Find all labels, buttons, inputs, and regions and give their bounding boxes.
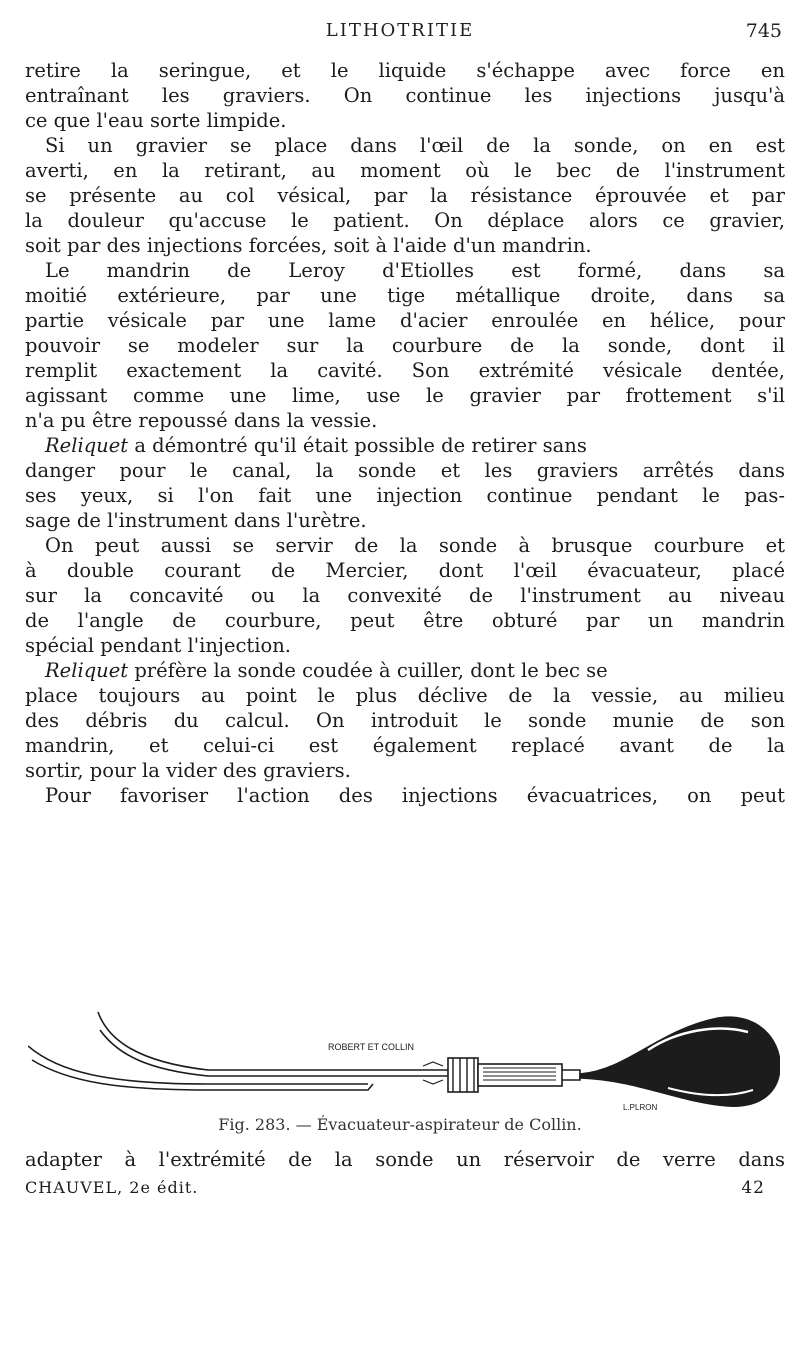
corner-mark: L.PLRON xyxy=(623,1103,658,1110)
text-line-rest: a démontré qu'il était possible de retirer sans xyxy=(134,434,587,457)
text-line-rest: préfère la sonde coudée à cuiller, dont le bec se xyxy=(134,659,608,682)
text-line: soit par des injections forcées, soit à l'aide d'un mandrin. xyxy=(25,234,592,257)
text-line: des débris du calcul. On introduit le sonde munie de son xyxy=(25,709,785,732)
text-line: se présente au col vésical, par la résistance éprouvée et par xyxy=(25,184,785,207)
author-name: Reliquet xyxy=(45,659,129,682)
page-number: 745 xyxy=(745,20,782,42)
body-text xyxy=(25,58,785,808)
running-head xyxy=(0,20,800,48)
text-line: moitié extérieure, par une tige métallique droite, dans sa xyxy=(25,284,785,307)
text-line: On peut aussi se servir de la sonde à brusque courbure et xyxy=(45,534,785,557)
text-line: Si un gravier se place dans l'œil de la sonde, on en est xyxy=(45,134,785,157)
text-line: la douleur qu'accuse le patient. On déplace alors ce gravier, xyxy=(25,209,785,232)
text-line: sur la concavité ou la convexité de l'instrument au niveau xyxy=(25,584,785,607)
text-line: averti, en la retirant, au moment où le bec de l'instrument xyxy=(25,159,785,182)
text-line: retire la seringue, et le liquide s'échappe avec force en xyxy=(25,59,785,82)
text-line: danger pour le canal, la sonde et les graviers arrêtés dans xyxy=(25,459,785,482)
author-name: Reliquet xyxy=(45,434,129,457)
text-line: Le mandrin de Leroy d'Etiolles est formé, dans sa xyxy=(45,259,785,282)
text-line: partie vésicale par une lame d'acier enroulée en hélice, pour xyxy=(25,309,785,332)
page-footer xyxy=(25,1178,785,1202)
text-line: à double courant de Mercier, dont l'œil évacuateur, placé xyxy=(25,559,785,582)
figure-caption: Fig. 283. — Évacuateur-aspirateur de Collin. xyxy=(218,1115,582,1134)
text-line: entraînant les graviers. On continue les injections jusqu'à xyxy=(25,84,785,107)
running-title: LITHOTRITIE xyxy=(325,20,475,41)
text-line: ce que l'eau sorte limpide. xyxy=(25,109,287,132)
continuation-text xyxy=(25,1147,785,1172)
text-line: pouvoir se modeler sur la courbure de la sonde, dont il xyxy=(25,334,785,357)
text-line: remplit exactement la cavité. Son extrémité vésicale dentée, xyxy=(25,359,785,382)
text-line: Pour favoriser l'action des injections évacuatrices, on peut xyxy=(45,784,785,807)
text-line xyxy=(25,658,785,683)
text-line: ses yeux, si l'on fait une injection continue pendant le pas- xyxy=(25,484,785,507)
text-line: n'a pu être repoussé dans la vessie. xyxy=(25,409,378,432)
text-line: agissant comme une lime, use le gravier par frottement s'il xyxy=(25,384,785,407)
text-line: de l'angle de courbure, peut être obturé par un mandrin xyxy=(25,609,785,632)
text-line: place toujours au point le plus déclive de la vessie, au milieu xyxy=(25,684,785,707)
text-line: sage de l'instrument dans l'urètre. xyxy=(25,509,367,532)
engraver-label: ROBERT ET COLLIN xyxy=(328,1042,415,1052)
evacuator-illustration xyxy=(28,1010,780,1110)
text-line xyxy=(25,433,785,458)
text-line: spécial pendant l'injection. xyxy=(25,634,292,657)
text-line: sortir, pour la vider des graviers. xyxy=(25,759,351,782)
text-line: mandrin, et celui-ci est également replacé avant de la xyxy=(25,734,785,757)
author-edition: CHAUVEL, 2e édit. xyxy=(25,1178,199,1197)
signature-mark: 42 xyxy=(741,1178,765,1198)
text-line: adapter à l'extrémité de la sonde un réservoir de verre dans xyxy=(25,1148,785,1171)
